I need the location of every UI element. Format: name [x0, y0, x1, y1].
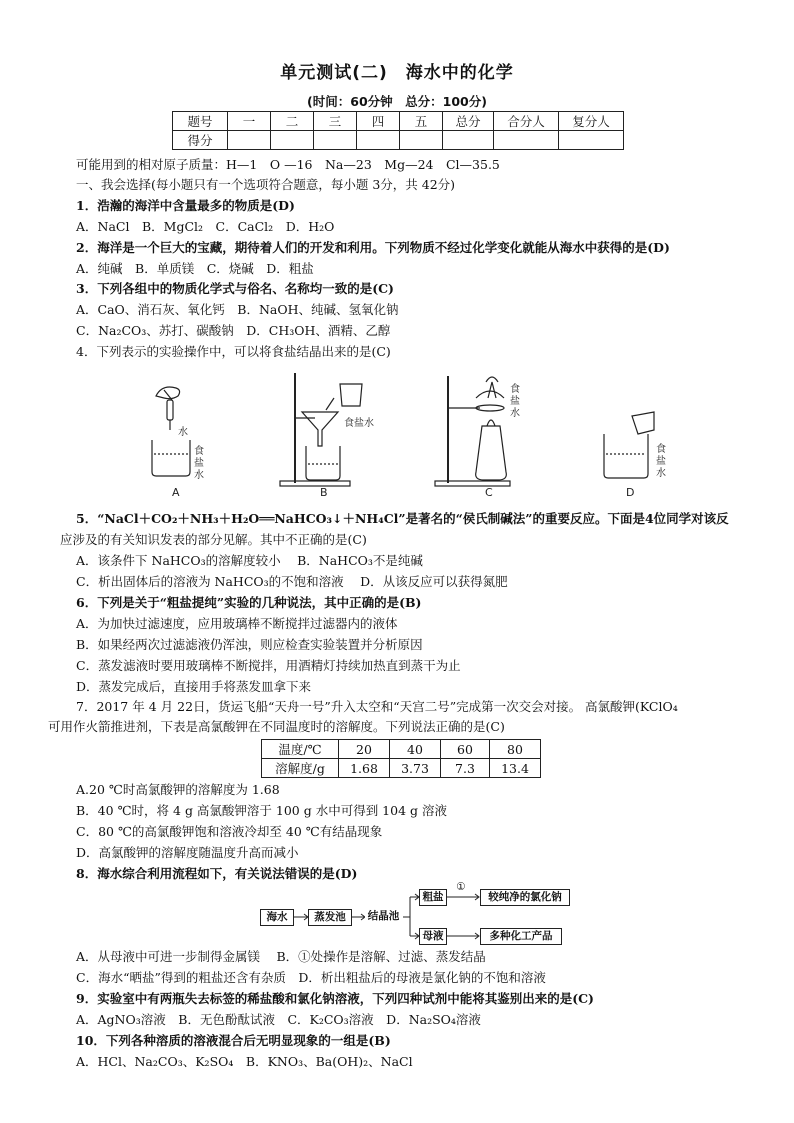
solubility-value-cell: 13.4: [490, 759, 541, 778]
question-3-options-cd: C．Na₂CO₃、苏打、碳酸钠 D．CH₃OH、酒精、乙醇: [76, 323, 391, 338]
solubility-value-row: [262, 759, 541, 778]
page-title: 单元测试(二) 海水中的化学: [280, 63, 514, 83]
apparatus-c: [435, 376, 520, 499]
funnel-icon: [302, 412, 338, 446]
saltwater-label: 食盐水: [344, 418, 374, 429]
question-2-options: A．纯碱 B．单质镁 C．烧碱 D．粗盐: [76, 261, 314, 276]
score-cell[interactable]: [314, 131, 357, 150]
salt-label-3: 水: [510, 408, 520, 419]
question-7-line-2: 可用作火箭推进剂，下表是高氯酸钾在不同温度时的溶解度。下列说法正确的是(C): [48, 719, 505, 734]
flow-box-pure-sodium-chloride: 较纯净的氯化钠: [480, 889, 570, 906]
score-header-cell: 四: [357, 112, 400, 131]
flow-box-crystallization-pool: 结晶池: [365, 909, 402, 924]
question-4-stem: 4．下列表示的实验操作中，可以将食盐结晶出来的是(C): [76, 344, 391, 359]
question-8-options-cd: C．海水“晒盐”得到的粗盐还含有杂质 D．析出粗盐后的母液是氯化钠的不饱和溶液: [76, 970, 546, 985]
score-header-cell: 一: [228, 112, 271, 131]
question-2-stem: 2．海洋是一个巨大的宝藏，期待着人们的开发和利用。下列物质不经过化学变化就能从海水中获得的是(D): [76, 240, 670, 255]
section-heading: 一、我会选择(每小题只有一个选项符合题意，每小题 3分，共 42分): [76, 177, 456, 192]
score-header-cell: 复分人: [559, 112, 624, 131]
salt-label-2: 盐: [656, 456, 666, 467]
score-row-label: 得分: [173, 131, 228, 150]
flow-box-crude-salt: 粗盐: [419, 889, 447, 906]
solubility-value-cell: 3.73: [390, 759, 441, 778]
question-7-option-c: C．80 ℃的高氯酸钾饱和溶液冷却至 40 ℃有结晶现象: [76, 824, 383, 839]
question-7-line-1: 7．2017 年 4 月 22日，货运飞船“天舟一号”升入太空和“天宫二号”完成第一次交会对接。 高氯酸钾(KClO₄: [76, 699, 678, 714]
question-3-options-ab: A．CaO、消石灰、氧化钙 B．NaOH、纯碱、氢氧化钠: [76, 302, 399, 317]
score-header-cell: 三: [314, 112, 357, 131]
flow-box-evaporation-pool: 蒸发池: [308, 909, 352, 926]
beaker-icon: [152, 440, 190, 476]
question-6-option-c: C．蒸发滤液时要用玻璃棒不断搅拌，用酒精灯持续加热直到蒸干为止: [76, 658, 461, 673]
flow-box-mother-liquor: 母液: [419, 928, 447, 945]
solubility-header-cell: 40: [390, 740, 441, 759]
question-9-stem: 9．实验室中有两瓶失去标签的稀盐酸和氯化钠溶液，下列四种试剂中能将其鉴别出来的是(C): [76, 991, 594, 1006]
solubility-header-cell: 温度/℃: [262, 740, 339, 759]
question-10-stem: 10．下列各种溶质的溶液混合后无明显现象的一组是(B): [76, 1033, 391, 1048]
score-table-score-row: [173, 131, 624, 150]
step-1-marker: ①: [454, 880, 468, 894]
question-5-options-cd: C．析出固体后的溶液为 NaHCO₃的不饱和溶液 D．从该反应可以获得氮肥: [76, 574, 508, 589]
atomic-masses: 可能用到的相对原子质量：H—1 O —16 Na—23 Mg—24 Cl—35.5: [76, 157, 500, 172]
question-6-option-a: A．为加快过滤速度，应用玻璃棒不断搅拌过滤器内的液体: [76, 616, 398, 631]
solubility-table: [261, 739, 541, 778]
flow-box-seawater: 海水: [260, 909, 294, 926]
score-cell[interactable]: [228, 131, 271, 150]
salt-label-2: 盐: [194, 458, 204, 469]
score-header-cell: 题号: [173, 112, 228, 131]
question-5-line-2: 应涉及的有关知识发表的部分见解。其中不正确的是(C): [60, 532, 367, 547]
question-8-options-ab: A．从母液中可进一步制得金属镁 B．①处操作是溶解、过滤、蒸发结晶: [76, 949, 486, 964]
score-cell[interactable]: [494, 131, 559, 150]
score-header-cell: 总分: [443, 112, 494, 131]
score-cell[interactable]: [400, 131, 443, 150]
flow-box-chemical-products: 多种化工产品: [480, 928, 562, 945]
apparatus-a: [152, 387, 204, 499]
question-5-line-1: 5．“NaCl＋CO₂＋NH₃＋H₂O══NaHCO₃↓＋NH₄Cl”是著名的“侯氏制碱法”的重要反应。下面是4位同学对该反: [76, 511, 729, 526]
option-b-label: B: [320, 486, 328, 499]
question-6-option-d: D．蒸发完成后，直接用手将蒸发皿拿下来: [76, 679, 312, 694]
solubility-header-cell: 60: [441, 740, 490, 759]
question-9-options: A．AgNO₃溶液 B．无色酚酞试液 C．K₂CO₃溶液 D．Na₂SO₄溶液: [76, 1012, 481, 1027]
option-d-label: D: [626, 486, 635, 499]
solubility-header-row: [262, 740, 541, 759]
salt-label-3: 水: [194, 470, 204, 481]
salt-label-2: 盐: [510, 396, 520, 407]
question-6-option-b: B．如果经两次过滤滤液仍浑浊，则应检查实验装置并分析原因: [76, 637, 423, 652]
question-8-stem: 8．海水综合利用流程如下，有关说法错误的是(D): [76, 866, 358, 881]
score-header-cell: 合分人: [494, 112, 559, 131]
option-c-label: C: [485, 486, 493, 499]
question-5-options-ab: A．该条件下 NaHCO₃的溶解度较小 B．NaHCO₃不是纯碱: [76, 553, 423, 568]
score-cell[interactable]: [443, 131, 494, 150]
salt-label-1: 食: [656, 444, 666, 455]
question-3-stem: 3．下列各组中的物质化学式与俗名、名称均一致的是(C): [76, 281, 394, 296]
score-table: [172, 111, 624, 150]
solubility-header-cell: 80: [490, 740, 541, 759]
question-7-option-a: A.20 ℃时高氯酸钾的溶解度为 1.68: [76, 782, 280, 797]
score-header-cell: 二: [271, 112, 314, 131]
question-7-option-d: D．高氯酸钾的溶解度随温度升高而减小: [76, 845, 299, 860]
score-table-header-row: [173, 112, 624, 131]
water-label: 水: [178, 427, 188, 438]
solubility-value-cell: 1.68: [339, 759, 390, 778]
pouring-beaker-icon: [340, 384, 362, 406]
question-6-stem: 6．下列是关于“粗盐提纯”实验的几种说法，其中正确的是(B): [76, 595, 422, 610]
solubility-value-cell: 溶解度/g: [262, 759, 339, 778]
alcohol-lamp-icon: [476, 426, 507, 480]
beaker-icon: [604, 434, 648, 478]
question-1-options: A．NaCl B．MgCl₂ C．CaCl₂ D．H₂O: [76, 219, 335, 234]
question-7-option-b: B．40 ℃时，将 4 g 高氯酸钾溶于 100 g 水中可得到 104 g 溶液: [76, 803, 447, 818]
solubility-header-cell: 20: [339, 740, 390, 759]
score-cell[interactable]: [271, 131, 314, 150]
salt-label-1: 食: [194, 446, 204, 457]
seawater-flow-chart: [260, 881, 570, 948]
apparatus-d: [604, 412, 666, 499]
solubility-value-cell: 7.3: [441, 759, 490, 778]
question-4-figure: [130, 368, 670, 503]
salt-label-1: 食: [510, 384, 520, 395]
option-a-label: A: [172, 486, 180, 499]
score-cell[interactable]: [357, 131, 400, 150]
dropper-icon: [167, 400, 173, 420]
pouring-beaker-icon: [632, 412, 654, 434]
question-1-stem: 1．浩瀚的海洋中含量最多的物质是(D): [76, 198, 295, 213]
hand-icon: [156, 387, 180, 399]
salt-label-3: 水: [656, 468, 666, 479]
exam-time-info: (时间：60分钟 总分：100分): [307, 94, 487, 109]
score-header-cell: 五: [400, 112, 443, 131]
score-cell[interactable]: [559, 131, 624, 150]
collecting-beaker-icon: [306, 446, 340, 480]
question-10-options: A．HCl、Na₂CO₃、K₂SO₄ B．KNO₃、Ba(OH)₂、NaCl: [76, 1054, 413, 1069]
apparatus-b: [280, 373, 374, 499]
